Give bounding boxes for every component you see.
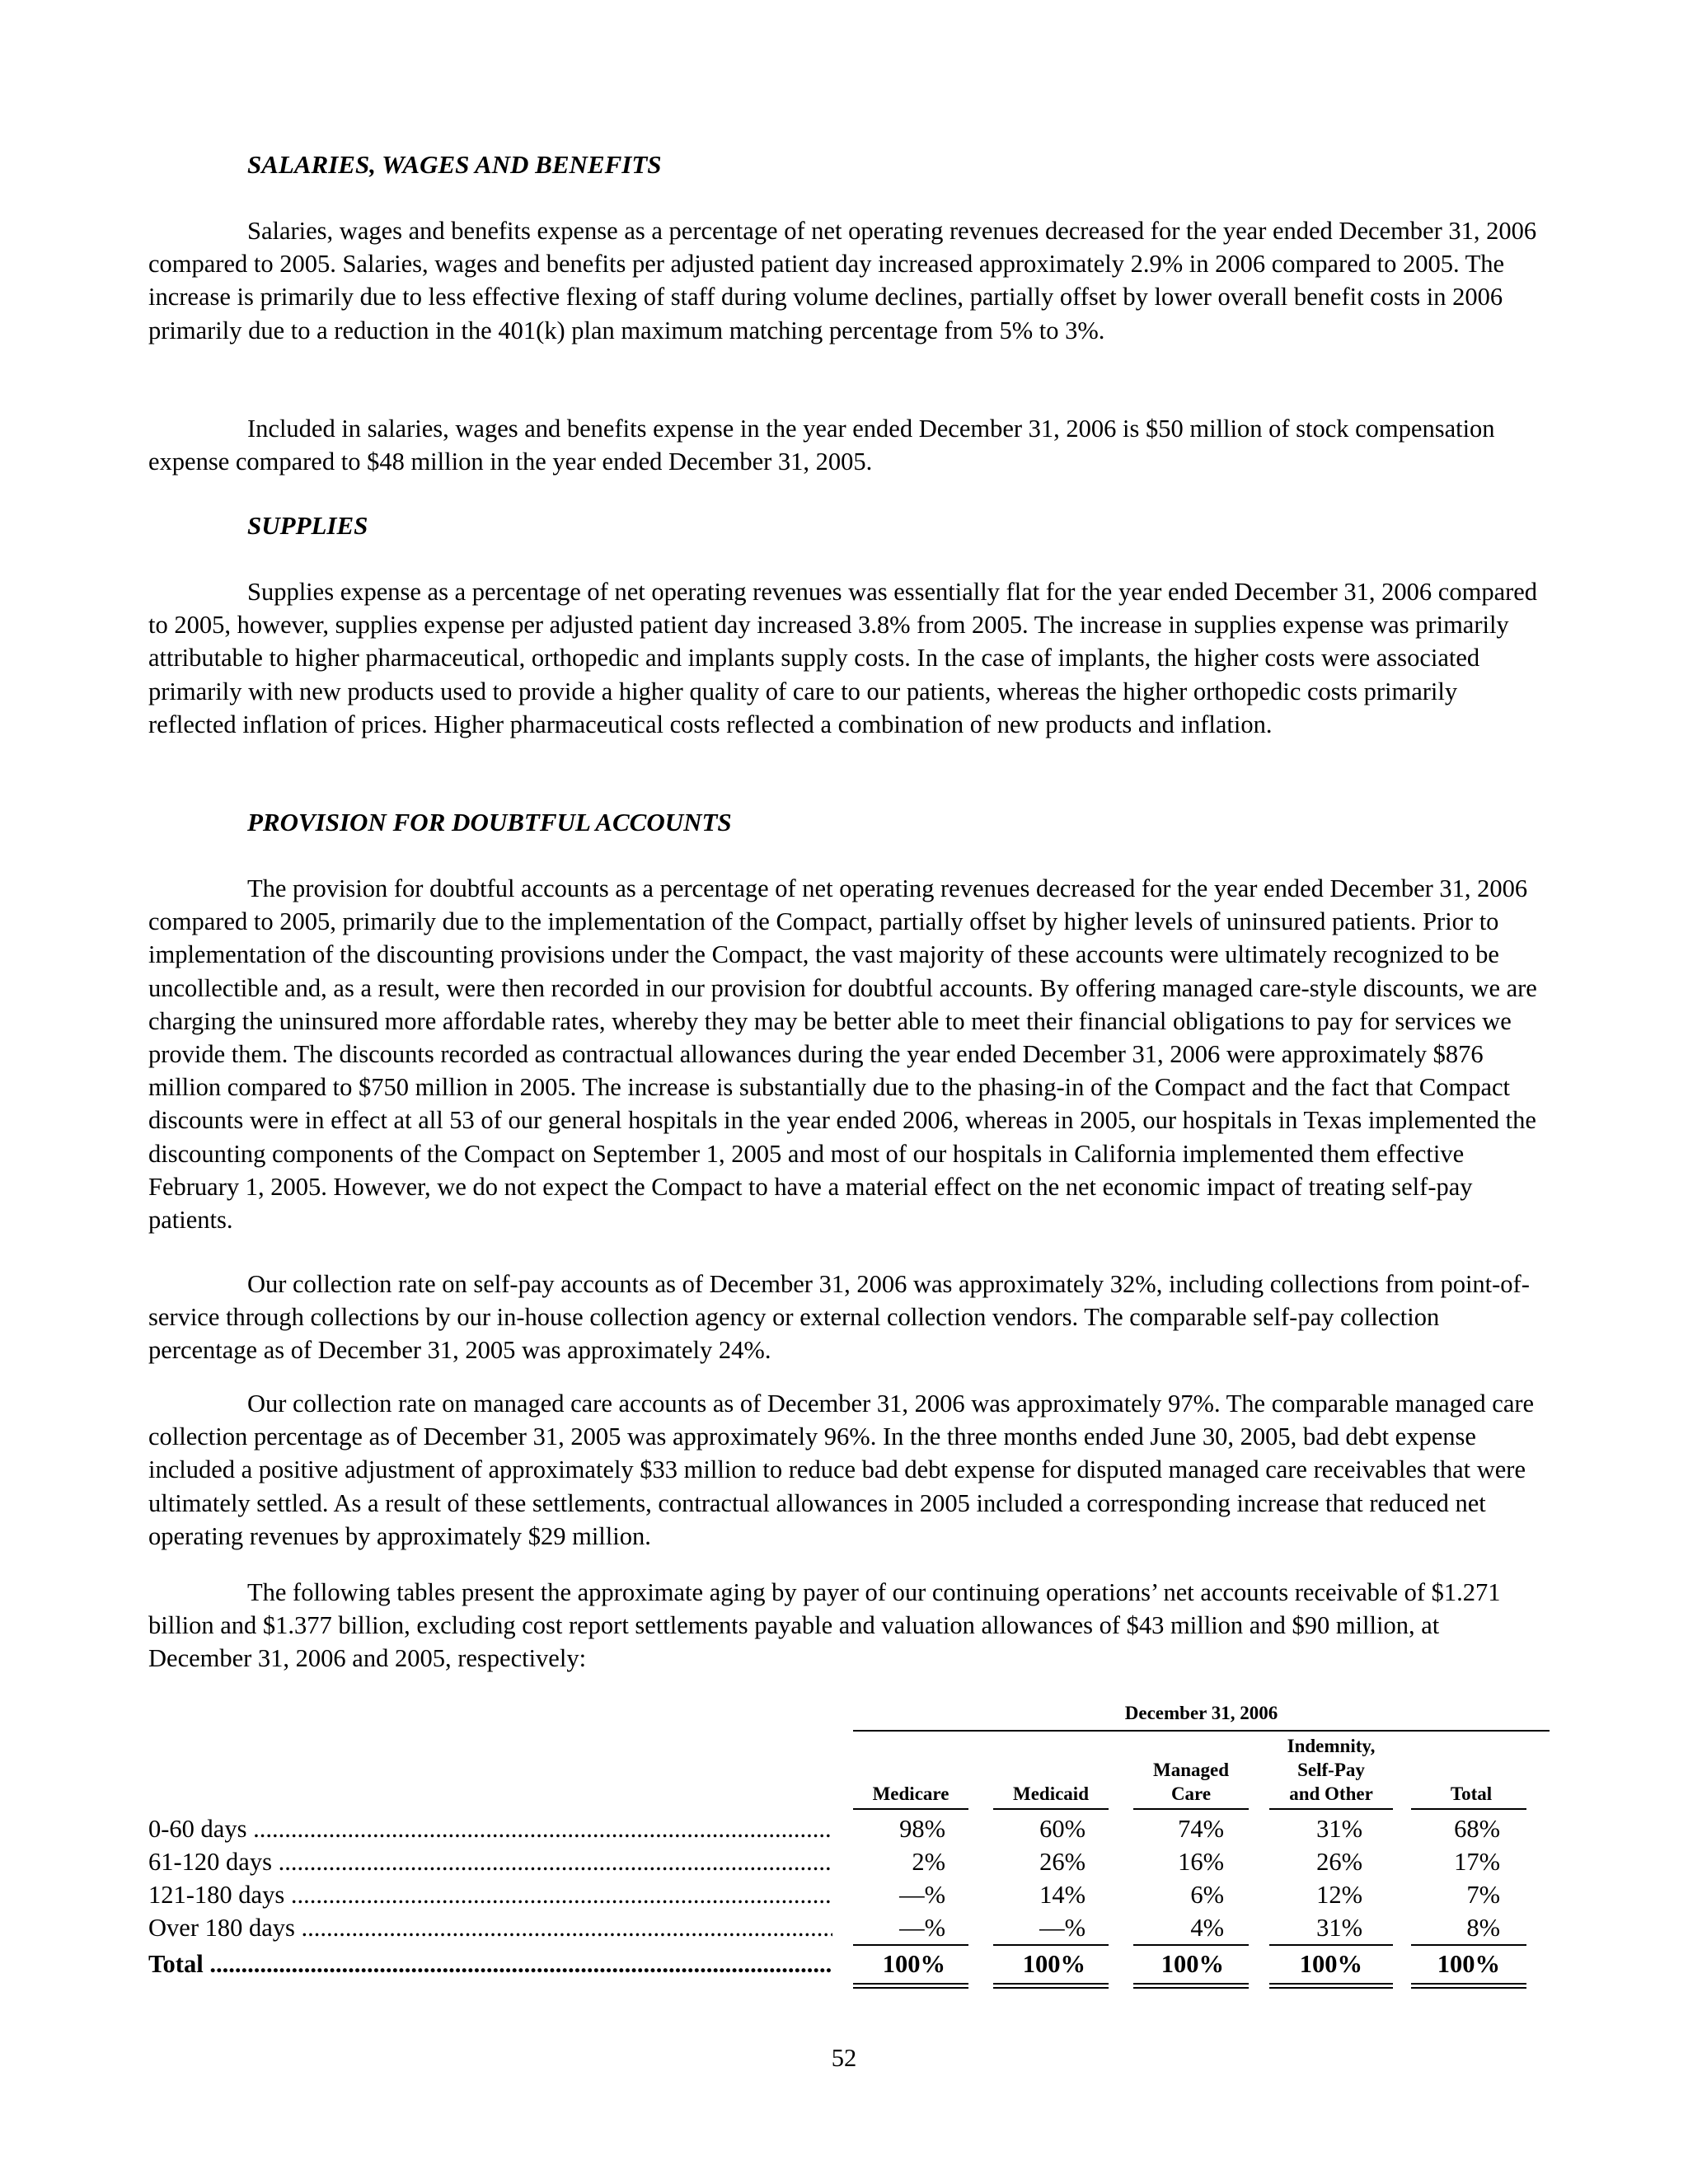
row-label: Over 180 days ..... xyxy=(148,1914,832,1943)
total-double-rule xyxy=(1133,1983,1249,1985)
row-label: 61-120 days ..... xyxy=(148,1848,832,1877)
table-period-header: December 31, 2006 xyxy=(1124,1703,1278,1723)
subtotal-rule xyxy=(1269,1944,1393,1946)
table-cell: 8% xyxy=(1466,1914,1500,1942)
table-cell: 98% xyxy=(899,1815,945,1843)
table-cell: 26% xyxy=(1039,1848,1085,1876)
subtotal-rule xyxy=(1411,1944,1526,1946)
total-double-rule xyxy=(1411,1987,1526,1989)
total-double-rule xyxy=(853,1983,968,1985)
table-cell: —% xyxy=(899,1881,945,1909)
column-rule xyxy=(1411,1808,1526,1810)
total-double-rule xyxy=(993,1983,1109,1985)
column-header-total: Total xyxy=(1450,1783,1493,1804)
column-rule xyxy=(853,1808,968,1810)
paragraph-supplies-1: Supplies expense as a percentage of net operating revenues was essentially flat for the year ended December 31, 2006 compared to 2005, however, supplies expense per adjusted patient day increased 3.8% from 2005. The increase in supplies expense was primarily attributable to higher pharmaceutical, orthopedic and implants supply costs. In the case of implants, the higher costs were associated primarily with new products used to provide a higher quality of care to our patients, whereas the higher orthopedic costs primarily reflected inflation of prices. Higher pharmaceutical costs reflected a combination of new products and inflation. xyxy=(148,578,1538,738)
column-rule xyxy=(993,1808,1109,1810)
column-rule xyxy=(1133,1808,1249,1810)
row-label: 121-180 days ..... xyxy=(148,1881,832,1910)
table-cell: 7% xyxy=(1466,1881,1500,1909)
table-cell: 2% xyxy=(912,1848,945,1876)
section-heading-supplies: SUPPLIES xyxy=(247,511,368,540)
subtotal-rule xyxy=(993,1944,1109,1946)
total-double-rule xyxy=(1411,1983,1526,1985)
paragraph-doubtful-3: Our collection rate on managed care accounts as of December 31, 2006 was approximately 97%. The comparable managed care collection percentage as of December 31, 2005 was approximately 96%. In the three months ended June 30, 2005, bad debt expense included a positive adjustment of approximately $33 million to reduce bad debt expense for disputed managed care receivables that were ultimately settled. As a result of these settlements, contractual allowances in 2005 included a corresponding increase that reduced net operating revenues by approximately $29 million. xyxy=(148,1390,1535,1550)
table-cell-total: 100% xyxy=(882,1950,945,1978)
paragraph-salaries-1: Salaries, wages and benefits expense as a percentage of net operating revenues decreased for the year ended December 31, 2006 compared to 2005. Salaries, wages and benefits per adjusted patient day increased approximately 2.9% in 2006 compared to 2005. The increase is primarily due to less effective flexing of staff during volume declines, partially offset by lower overall benefit costs in 2006 primarily due to a reduction in the 401(k) plan maximum matching percentage from 5% to 3%. xyxy=(148,217,1537,344)
total-double-rule xyxy=(1269,1983,1393,1985)
table-cell: 60% xyxy=(1039,1815,1085,1843)
total-double-rule xyxy=(1269,1987,1393,1989)
paragraph-doubtful-1: The provision for doubtful accounts as a percentage of net operating revenues decreased for the year ended December 31, 2006 compared to 2005, primarily due to the implementation of the Compact, partially offset by higher levels of uninsured patients. Prior to implementation of the discounting provisions under the Compact, the vast majority of these accounts were ultimately recognized to be uncollectible and, as a result, were then recorded in our provision for doubtful accounts. By offering managed care-style discounts, we are charging the uninsured more affordable rates, whereby they may be better able to meet their financial obligations to pay for services we provide them. The discounts recorded as contractual allowances during the year ended December 31, 2006 were approximately $876 million compared to $750 million in 2005. The increase is substantially due to the phasing-in of the Compact and the fact that Compact discounts were in effect at all 53 of our general hospitals in the year ended 2006, whereas in 2005, our hospitals in Texas implemented the discounting components of the Compact on September 1, 2005 and most of our hospitals in California implemented them effective February 1, 2005. However, we do not expect the Compact to have a material effect on the net economic impact of treating self-pay patients. xyxy=(148,874,1537,1235)
table-cell: 6% xyxy=(1190,1881,1224,1909)
paragraph-doubtful-2: Our collection rate on self-pay accounts as of December 31, 2006 was approximately 32%, including collections from point-of-service through collections by our in-house collection agency or external collection vendors. The comparable self-pay collection percentage as of December 31, 2005 was approximately 24%. xyxy=(148,1270,1530,1365)
row-label-total: Total ..... xyxy=(148,1950,832,1979)
section-heading-salaries: SALARIES, WAGES AND BENEFITS xyxy=(247,150,662,179)
table-cell: —% xyxy=(899,1914,945,1942)
table-cell: 31% xyxy=(1316,1914,1362,1942)
table-cell: 12% xyxy=(1316,1881,1362,1909)
page-number: 52 xyxy=(831,2044,857,2072)
column-header-medicaid: Medicaid xyxy=(1013,1783,1089,1804)
table-cell: 74% xyxy=(1178,1815,1224,1843)
table-cell-total: 100% xyxy=(1160,1950,1224,1978)
table-cell: 68% xyxy=(1454,1815,1500,1843)
column-rule xyxy=(1269,1808,1393,1810)
column-header-indemnity: Indemnity, Self-Pay and Other xyxy=(1287,1736,1376,1804)
table-cell: 14% xyxy=(1039,1881,1085,1909)
total-double-rule xyxy=(853,1987,968,1989)
table-cell: 4% xyxy=(1190,1914,1224,1942)
paragraph-doubtful-4: The following tables present the approximate aging by payer of our continuing operations’ net accounts receivable of $1.271 billion and $1.377 billion, excluding cost report settlements payable and valuation allowances of $43 million and $90 million, at December 31, 2006 and 2005, respectively: xyxy=(148,1578,1501,1673)
table-cell-total: 100% xyxy=(1022,1950,1085,1978)
table-cell: 31% xyxy=(1316,1815,1362,1843)
row-label: 0-60 days ..... xyxy=(148,1815,832,1844)
total-double-rule xyxy=(993,1987,1109,1989)
subtotal-rule xyxy=(1133,1944,1249,1946)
table-period-rule xyxy=(853,1730,1550,1732)
table-cell-total: 100% xyxy=(1299,1950,1362,1978)
table-cell: —% xyxy=(1039,1914,1085,1942)
table-cell: 16% xyxy=(1178,1848,1224,1876)
column-header-managed-care: Managed Care xyxy=(1153,1760,1229,1804)
subtotal-rule xyxy=(853,1944,968,1946)
column-header-medicare: Medicare xyxy=(872,1783,950,1804)
section-heading-doubtful-accounts: PROVISION FOR DOUBTFUL ACCOUNTS xyxy=(247,808,732,837)
table-cell: 26% xyxy=(1316,1848,1362,1876)
paragraph-salaries-2: Included in salaries, wages and benefits expense in the year ended December 31, 2006 is $50 million of stock compensation expense compared to $48 million in the year ended December 31, 2005. xyxy=(148,415,1495,476)
table-cell: 17% xyxy=(1454,1848,1500,1876)
total-double-rule xyxy=(1133,1987,1249,1989)
table-cell-total: 100% xyxy=(1437,1950,1500,1978)
